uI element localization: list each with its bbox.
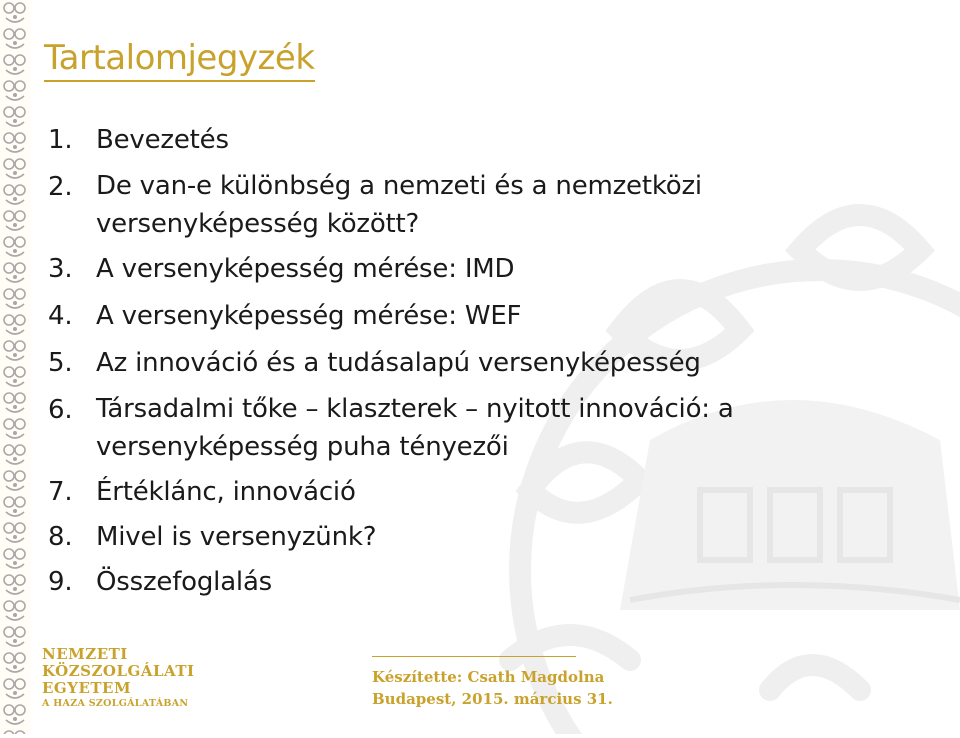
toc-item [48, 472, 928, 513]
page-title: Tartalomjegyzék [44, 38, 315, 82]
logo-line-2: KÖZSZOLGÁLATI [42, 662, 195, 680]
toc-number: 4. [48, 301, 73, 331]
ornament-border-icon [0, 0, 30, 734]
toc-number: 3. [48, 254, 73, 284]
toc-text: Társadalmi tőke – klaszterek – nyitott innováció: a versenyképesség puha tényezői [96, 394, 734, 462]
toc-number: 6. [48, 395, 73, 425]
toc-number: 5. [48, 348, 73, 378]
toc-item [48, 120, 928, 161]
toc-item [48, 562, 928, 603]
toc-item [48, 167, 928, 243]
toc-item [48, 249, 928, 290]
footer-author: Készítette: Csath Magdolna [372, 668, 605, 686]
toc-item [48, 296, 928, 337]
footer-divider [372, 656, 576, 657]
ornament-border [0, 0, 30, 734]
toc-number: 2. [48, 172, 73, 202]
toc-text: Értéklánc, innováció [96, 477, 356, 507]
university-logo [42, 646, 195, 711]
toc-text: A versenyképesség mérése: WEF [96, 301, 522, 331]
toc-number: 9. [48, 567, 73, 597]
toc-item [48, 390, 928, 466]
toc-text: A versenyképesség mérése: IMD [96, 254, 515, 284]
footer [372, 666, 613, 710]
toc-number: 1. [48, 125, 73, 155]
footer-date: Budapest, 2015. március 31. [372, 690, 613, 708]
logo-line-1: NEMZETI [42, 645, 128, 663]
toc-item [48, 343, 928, 384]
toc-item [48, 517, 928, 558]
table-of-contents [48, 120, 928, 603]
toc-text: De van-e különbség a nemzeti és a nemzetközi versenyképesség között? [96, 171, 702, 239]
toc-text: Az innováció és a tudásalapú versenyképesség [96, 348, 701, 378]
logo-line-3: EGYETEM [42, 679, 132, 697]
toc-text: Bevezetés [96, 125, 229, 155]
toc-text: Összefoglalás [96, 567, 273, 597]
toc-number: 8. [48, 522, 73, 552]
toc-number: 7. [48, 477, 73, 507]
logo-line-4: A HAZA SZOLGÁLATÁBAN [42, 698, 189, 709]
toc-text: Mivel is versenyzünk? [96, 522, 377, 552]
